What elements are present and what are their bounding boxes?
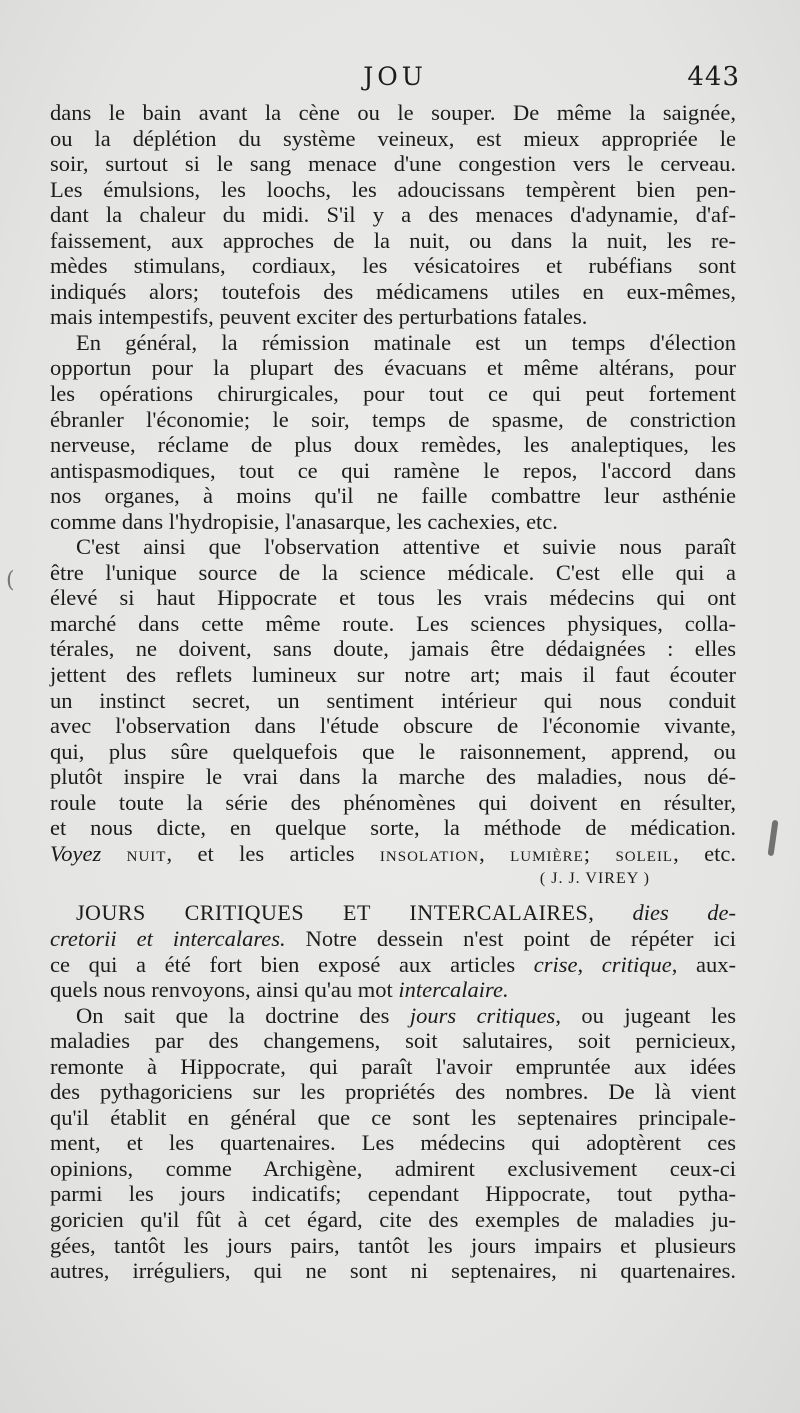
text-line: autres, irréguliers, qui ne sont ni septenaires, ni quartenaires. <box>50 1258 736 1284</box>
text-line: des pythagoriciens sur les propriétés des nombres. De là vient <box>50 1079 736 1105</box>
margin-ink-mark <box>768 820 779 856</box>
italic-term: jours critiques <box>409 1002 556 1028</box>
text-line: comme dans l'hydropisie, l'anasarque, les cachexies, etc. <box>50 508 558 534</box>
xref-nuit: NUIT <box>126 848 167 865</box>
text-span: , ou jugeant les <box>555 1002 736 1028</box>
xref-insolation: INSOLATION <box>379 848 480 865</box>
xref-soleil: SOLEIL <box>615 848 674 865</box>
text-line: soir, surtout si le sang menace d'une congestion vers le cerveau. <box>50 151 736 177</box>
text-span: quels nous renvoyons, ainsi qu'au mot <box>50 977 393 1003</box>
text-line <box>50 926 736 952</box>
text-line: élevé si haut Hippocrate et tous les vrais médecins qui ont <box>50 585 736 611</box>
xref-intercalaire: intercalaire. <box>398 977 509 1003</box>
text-line: goricien qu'il fût à cet égard, cite des exemples de maladies ju- <box>50 1206 736 1232</box>
article-heading: JOURS CRITIQUES ET INTERCALAIRES <box>76 900 589 926</box>
text-line: dant la chaleur du midi. S'il y a des menaces d'adynamie, d'af- <box>50 202 736 228</box>
text-line: ou la déplétion du système veineux, est mieux appropriée le <box>50 125 736 151</box>
text-line: un instinct secret, un sentiment intérieur qui nous conduit <box>50 687 736 713</box>
text-line: parmi les jours indicatifs; cependant Hippocrate, tout pytha- <box>50 1181 736 1207</box>
text-line: C'est ainsi que l'observation attentive et suivie nous paraît <box>76 534 736 560</box>
xref-end: , etc. <box>673 840 736 866</box>
text-span: Notre dessein n'est point de répéter ici <box>305 925 736 951</box>
xref-text: , et les articles <box>166 840 355 866</box>
text-line: marché dans cette même route. Les sciences physiques, colla- <box>50 610 736 636</box>
text-line: mais intempestifs, peuvent exciter des perturbations fatales. <box>50 304 588 330</box>
text-line: dans le bain avant la cène ou le souper. De même la saignée, <box>50 100 736 125</box>
text-line: nerveuse, réclame de plus doux remèdes, les analeptiques, les <box>50 432 736 458</box>
text-line: térales, ne doivent, sans doute, jamais être dédaignées : elles <box>50 636 736 662</box>
text-line: En général, la rémission matinale est un temps d'élection <box>76 329 736 355</box>
text-line: antispasmodiques, tout ce qui ramène le repos, l'accord dans <box>50 457 736 483</box>
text-line: gées, tantôt les jours pairs, tantôt les jours impairs et plusieurs <box>50 1232 736 1258</box>
paragraph <box>50 534 736 892</box>
text-line: mèdes stimulans, cordiaux, les vésicatoires et rubéfians sont <box>50 253 736 279</box>
xref-critique: critique <box>601 951 672 977</box>
voyez-word: Voyez <box>50 840 102 866</box>
paragraph-continuation <box>50 100 736 330</box>
body-text <box>50 100 736 1284</box>
xref-lumiere: LUMIÈRE <box>510 848 584 865</box>
page-number: 443 <box>687 62 740 92</box>
article-entry <box>50 900 736 1283</box>
text-line: et nous dicte, en quelque sorte, la méthode de médication. <box>50 815 736 841</box>
text-line: plutôt inspire le vrai dans la marche des maladies, nous dé- <box>50 764 736 790</box>
text-line: Les émulsions, les loochs, les adoucissans tempèrent bien pen- <box>50 176 736 202</box>
text-line: remonte à Hippocrate, qui paraît l'avoir empruntée aux idées <box>50 1053 736 1079</box>
running-head: JOU <box>363 62 427 91</box>
text-line: ébranler l'économie; le soir, temps de spasme, de constriction <box>50 406 736 432</box>
text-line: roule toute la série des phénomènes qui doivent en résulter, <box>50 789 736 815</box>
text-line: faissement, aux approches de la nuit, ou dans la nuit, les re- <box>50 227 736 253</box>
article-heading-line: JOURS CRITIQUES ET INTERCALAIRES, dies de- <box>76 900 736 926</box>
text-line: maladies par des changemens, soit salutaires, soit pernicieux, <box>50 1028 736 1054</box>
author-signature: ( J. J. VIREY ) <box>539 870 650 888</box>
text-line: qu'il établit en général que ce sont les septenaires principale- <box>50 1104 736 1130</box>
latin-title-cont: cretorii et intercalares. <box>50 925 286 951</box>
text-line <box>50 1003 736 1029</box>
article-latin-title: dies de- <box>632 900 736 926</box>
section-gap <box>50 892 736 900</box>
text-line: jettent des reflets lumineux sur notre art; mais il faut écouter <box>50 662 736 688</box>
text-span: On sait que la doctrine des <box>76 1002 390 1028</box>
xref-crise: crise <box>533 951 578 977</box>
text-line: nos organes, à moins qu'il ne faille combattre leur asthénie <box>50 483 736 509</box>
text-span: ce qui a été fort bien exposé aux articles <box>50 951 516 977</box>
paragraph <box>50 330 736 534</box>
text-line: avec l'observation dans l'étude obscure de l'économie vivante, <box>50 713 736 739</box>
text-line: ce qui a été fort bien exposé aux articles crise, critique, aux- <box>50 951 737 977</box>
text-line: les opérations chirurgicales, pour tout ce qui peut fortement <box>50 381 736 407</box>
text-line <box>50 977 736 1003</box>
text-line: opportun pour la plupart des évacuans et même altérans, pour <box>50 355 736 381</box>
cross-reference-line: Voyez NUIT, et les articles INSOLATION, LUMIÈRE; SOLEIL, etc. <box>50 840 736 866</box>
text-line: ment, et les quartenaires. Les médecins qui adoptèrent ces <box>50 1130 736 1156</box>
text-span: , aux- <box>671 951 737 977</box>
text-line: être l'unique source de la science médicale. C'est elle qui a <box>50 559 736 585</box>
text-line: qui, plus sûre quelquefois que le raisonnement, apprend, ou <box>50 738 736 764</box>
margin-bracket-mark: ( <box>6 568 15 593</box>
page-header <box>50 62 740 98</box>
text-line: indiqués alors; toutefois des médicamens utiles en eux-mêmes, <box>50 278 736 304</box>
text-line: opinions, comme Archigène, admirent exclusivement ceux-ci <box>50 1155 736 1181</box>
